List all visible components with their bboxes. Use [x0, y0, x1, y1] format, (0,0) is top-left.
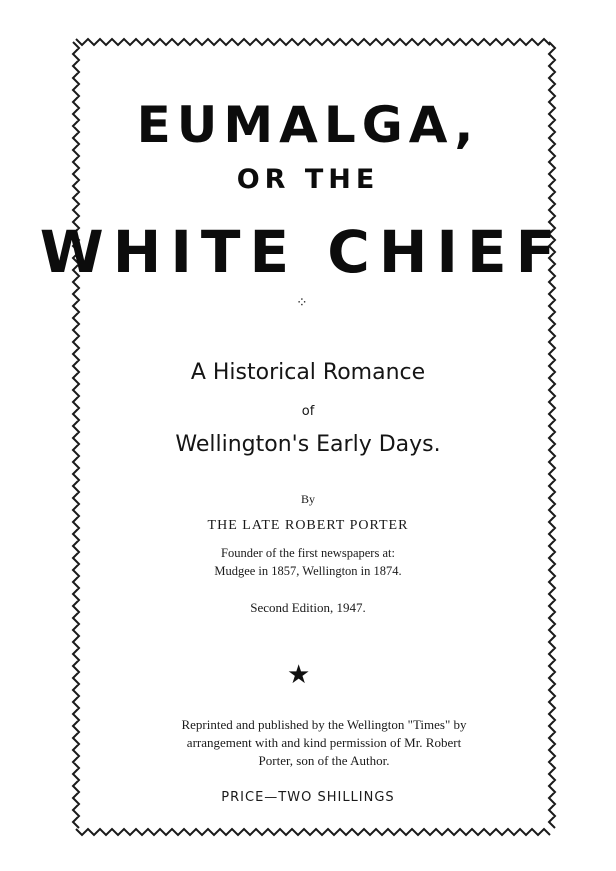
author-description [0, 544, 616, 580]
reprint-line-2: arrangement with and kind permission of Mr. Robert [186, 735, 462, 750]
byline-by: By [300, 492, 315, 506]
star-icon: ★ [287, 660, 311, 689]
title-line-2: OR THE [236, 164, 380, 195]
edition-note: Second Edition, 1947. [250, 600, 366, 615]
price-line: PRICE—TWO SHILLINGS [221, 790, 395, 805]
subtitle-line-1: A Historical Romance [190, 360, 426, 385]
reprint-line-3: Porter, son of the Author. [258, 753, 390, 768]
title-line-1: EUMALGA, [136, 96, 480, 154]
subtitle-line-2: of [301, 404, 315, 419]
title-line-3: WHITE CHIEF [39, 218, 565, 286]
author-name: THE LATE ROBERT PORTER [207, 518, 409, 533]
reprint-notice [132, 716, 516, 770]
reprint-line-1: Reprinted and published by the Wellington "Times" by [181, 717, 467, 732]
separator-dots-icon: ⁘ [296, 296, 308, 311]
subtitle-line-3: Wellington's Early Days. [175, 432, 441, 457]
founder-line-1: Founder of the first newspapers at: [221, 546, 395, 560]
founder-line-2: Mudgee in 1857, Wellington in 1874. [214, 564, 402, 578]
